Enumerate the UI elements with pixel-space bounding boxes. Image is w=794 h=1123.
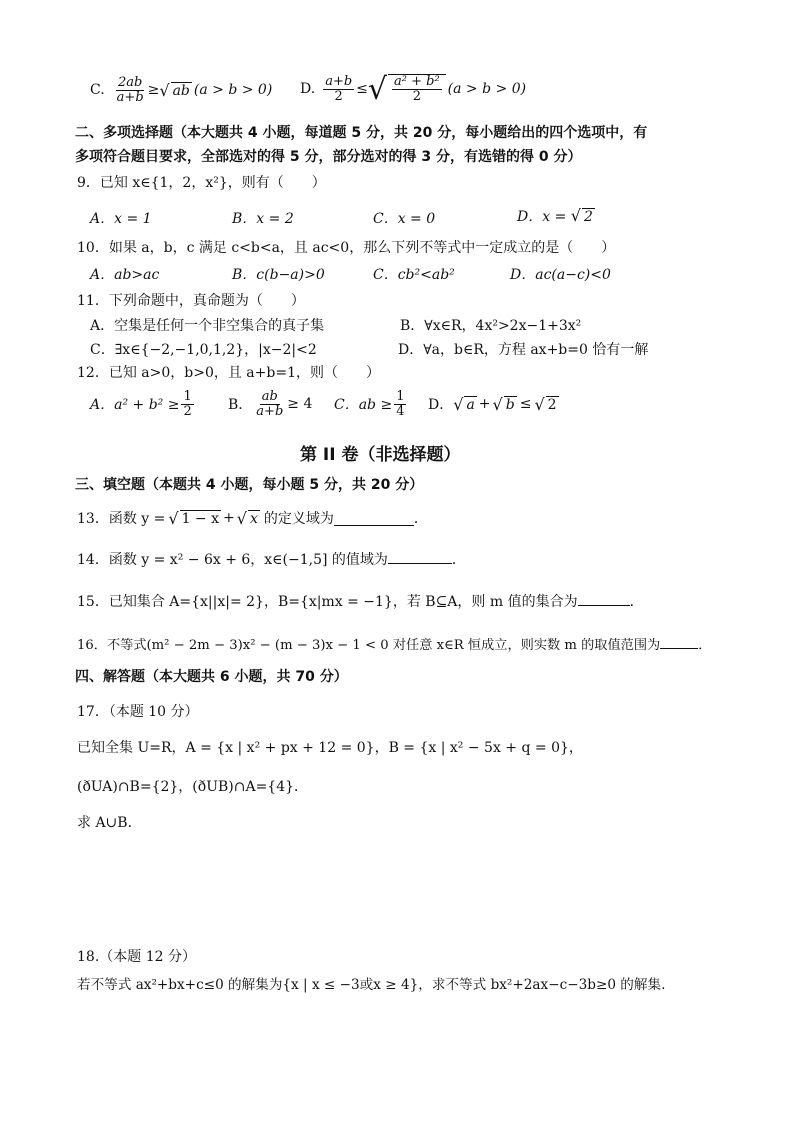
q17-line3: 求 A∪B．	[77, 815, 142, 831]
option-d-sqrt: $\frac{\text{a² + b²}}{2}$	[388, 74, 446, 103]
sqrt-icon: √	[236, 508, 247, 528]
q14: 14．函数 y = x² − 6x + 6，x∈(−1,5] 的值域为 ．	[77, 549, 466, 569]
sqrt-icon: √	[492, 394, 503, 414]
q15-answer-blank[interactable]	[578, 591, 630, 606]
q12-option-a: A．a² + b² ≥ $\frac{1}{2}$	[90, 388, 192, 419]
option-c-row	[90, 70, 272, 110]
q12-option-d: D． √ a + √ b ≤ √ 2	[428, 394, 557, 414]
q9-option-d: D．x = √ 2	[517, 206, 593, 225]
q11-stem: 11．下列命题中，真命题为（ ）	[77, 293, 305, 309]
sqrt-icon: √	[367, 71, 388, 107]
q17-line1: 已知全集 U=R，A = {x | x² + px + 12 = 0}，B = {x | x² − 5x + q = 0}，	[77, 740, 583, 756]
option-d-label: D.	[300, 81, 316, 97]
q12-option-c: C．ab ≥ $\frac{1}{4}$	[334, 388, 405, 419]
q10-option-c: C．cb²<ab²	[373, 267, 455, 283]
section3-heading: 三、填空题（本题共 4 小题，每小题 5 分，共 20 分）	[75, 477, 424, 493]
q11-option-c: C．∃x∈{−2,−1,0,1,2}，|x−2|<2	[90, 342, 317, 358]
q12-option-b: B． $\frac{ab}{a+b}$ ≥ 4	[228, 388, 313, 419]
sqrt-icon: √	[159, 80, 170, 100]
option-c-fraction: $\frac{2ab}{a+b}$	[116, 74, 144, 105]
q18-line1: 若不等式 ax²+bx+c≤0 的解集为{x | x ≤ −3或x ≥ 4}，求不等式 bx²+2ax−c−3b≥0 的解集.	[77, 977, 666, 993]
q9-option-b: B．x = 2	[232, 211, 294, 227]
q18-title: 18.（本题 12 分）	[77, 949, 196, 965]
q16: 16．不等式(m² − 2m − 3)x² − (m − 3)x − 1 < 0 对任意 x∈R 恒成立，则实数 m 的取值范围为 ．	[77, 634, 711, 653]
q10-stem: 10．如果 a，b，c 满足 c<b<a，且 ac<0，那么下列不等式中一定成立的是（ ）	[77, 240, 616, 256]
section4-heading: 四、解答题（本大题共 6 小题，共 70 分）	[75, 669, 348, 685]
q10-option-b: B．c(b−a)>0	[232, 267, 325, 283]
q9-option-a: A．x = 1	[90, 211, 152, 227]
q17-title: 17．（本题 10 分）	[77, 704, 199, 720]
part2-title: 第 II 卷（非选择题）	[300, 445, 461, 465]
q16-answer-blank[interactable]	[660, 634, 698, 649]
option-d-fraction: $\frac{a+b}{2}$	[325, 73, 353, 104]
q13: 13．函数 y = √ 1 − x + √ x 的定义域为 ．	[77, 508, 428, 528]
q13-answer-blank[interactable]	[334, 511, 414, 526]
section2-heading-line2: 多项符合题目要求，全部选对的得 5 分，部分选对的得 3 分，有选错的得 0 分）	[75, 149, 582, 165]
q11-option-b: B．∀x∈R，4x²>2x−1+3x²	[400, 318, 582, 334]
q17-line2: (ðUA)∩B={2}，(ðUB)∩A={4}．	[77, 779, 309, 795]
q10-option-a: A．ab>ac	[90, 267, 160, 283]
option-c-sqrt: ab	[172, 82, 190, 99]
sqrt-icon: √	[570, 206, 581, 225]
sqrt-icon: √	[534, 394, 545, 414]
sqrt-icon: √	[453, 394, 464, 414]
q14-answer-blank[interactable]	[388, 549, 452, 564]
sqrt-icon: √	[168, 508, 179, 528]
option-c-condition: (a > b > 0)	[193, 82, 273, 98]
section2-heading-line1: 二、多项选择题（本大题共 4 小题，每道题 5 分，共 20 分，每小题给出的四个选项中，有	[75, 125, 648, 141]
q9-stem: 9．已知 x∈{1，2，x²}，则有（ ）	[77, 175, 326, 191]
option-d-row	[300, 66, 526, 112]
q11-option-a: A．空集是任何一个非空集合的真子集	[90, 318, 325, 334]
option-c-relation: ≥	[147, 82, 160, 98]
q11-option-d: D．∀a，b∈R，方程 ax+b=0 恰有一解	[398, 342, 649, 358]
q9-option-c: C．x = 0	[373, 211, 436, 227]
option-c-label: C.	[90, 82, 105, 98]
option-d-relation: ≤	[356, 81, 368, 97]
q10-option-d: D．ac(a−c)<0	[510, 267, 611, 283]
option-d-condition: (a > b > 0)	[447, 81, 527, 97]
q12-stem: 12．已知 a>0，b>0，且 a+b=1，则（ ）	[77, 365, 380, 381]
q15: 15．已知集合 A={x||x|= 2}，B={x|mx = −1}，若 B⊆A，则 m 值的集合为 ．	[77, 591, 644, 611]
